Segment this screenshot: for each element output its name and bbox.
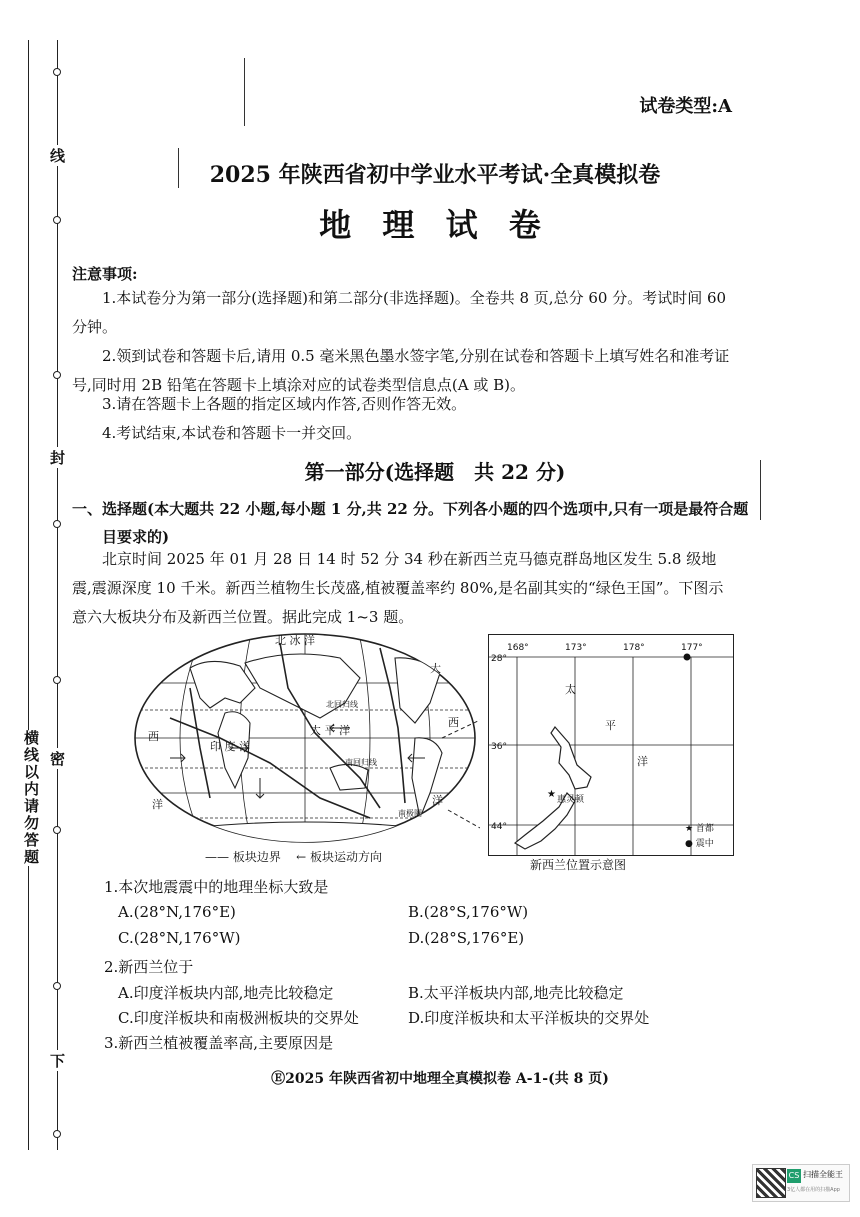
epicenter-dot-icon <box>684 654 691 661</box>
map-label-west-right: 西 <box>448 716 459 729</box>
subject-title: 地 理 试 卷 <box>319 206 551 244</box>
q1-option-d: D.(28°S,176°E) <box>408 929 525 947</box>
lon-tick-173: 173° <box>565 643 587 653</box>
nz-location-map <box>488 634 734 856</box>
map-label-antarctic-circle: 南极圈 <box>398 809 422 818</box>
exam-title: 2025 年陕西省初中学业水平考试·全真模拟卷 <box>209 162 661 188</box>
map-label-tropic-north: 北回归线 <box>326 700 358 709</box>
lat-tick-36: 36° <box>491 742 507 752</box>
q2-option-a: A.印度洋板块内部,地壳比较稳定 <box>118 984 334 1002</box>
ocean-char-ping: 平 <box>605 719 616 732</box>
binding-char-mi: 密 <box>50 750 66 768</box>
map-label-da: 大 <box>430 662 441 675</box>
binding-hole <box>53 371 61 379</box>
ocean-char-tai: 太 <box>565 683 576 696</box>
lon-tick-168: 168° <box>507 643 529 653</box>
binding-hole <box>53 68 61 76</box>
q2-option-c: C.印度洋板块和南极洲板块的交界处 <box>118 1009 359 1027</box>
scanner-app-name: 扫描全能王 <box>803 1170 843 1179</box>
q1-option-c: C.(28°N,176°W) <box>118 929 241 947</box>
map-label-west-left: 西 <box>148 730 159 743</box>
notice-item-4: 4.考试结束,本试卷和答题卡一并交回。 <box>102 424 362 442</box>
lat-tick-44: 44° <box>491 822 507 832</box>
map-label-pacific: 太 平 洋 <box>310 724 350 737</box>
passage: 北京时间 2025 年 01 月 28 日 14 时 52 分 34 秒在新西兰克马德克群岛地区发生 5.8 级地震,震源深度 10 千米。新西兰植物生长茂盛,植被覆盖率约 80%,是名副其实的“绿色王国”。下图示意六大板块分布及新西兰位置。据此完成 1~3 题。 <box>72 550 724 626</box>
legend-direction: ← 板块运动方向 <box>296 850 382 864</box>
lon-tick-177: 177° <box>681 643 703 653</box>
map-legend <box>205 848 382 865</box>
map-label-arctic: 北 冰 洋 <box>275 634 315 647</box>
binding-hole <box>53 1130 61 1138</box>
qr-code-icon <box>756 1168 786 1198</box>
question-1-stem: 1.本次地震震中的地理坐标大致是 <box>104 878 329 896</box>
binding-hole <box>53 216 61 224</box>
part-title: 第一部分(选择题 共 22 分) <box>304 460 566 484</box>
page-footer: Ⓔ2025 年陕西省初中地理全真模拟卷 A-1-(共 8 页) <box>271 1071 609 1087</box>
notice-item-1: 1.本试卷分为第一部分(选择题)和第二部分(非选择题)。全卷共 8 页,总分 60 分。考试时间 60 分钟。 <box>72 289 727 336</box>
world-plate-map <box>130 628 480 848</box>
legend-epicenter: ● 震中 <box>685 839 714 849</box>
q1-option-b: B.(28°S,176°W) <box>408 903 529 921</box>
q1-option-a: A.(28°N,176°E) <box>118 903 236 921</box>
nz-map-caption: 新西兰位置示意图 <box>530 858 627 872</box>
question-2-stem: 2.新西兰位于 <box>104 958 194 976</box>
binding-hole <box>53 676 61 684</box>
map-label-tropic-south: 南回归线 <box>345 758 377 767</box>
legend-boundary: —— 板块边界 <box>205 850 281 864</box>
scanner-app-tagline: 3亿人都在用的扫描App <box>787 1187 840 1193</box>
edge-tick <box>244 58 245 126</box>
q2-option-d: D.印度洋板块和太平洋板块的交界处 <box>408 1009 650 1027</box>
binding-char-xian: 线 <box>50 147 66 165</box>
q2-option-b: B.太平洋板块内部,地壳比较稳定 <box>408 984 624 1002</box>
legend-capital: ★ 首都 <box>685 824 714 834</box>
exam-type: 试卷类型:A <box>639 96 732 117</box>
scanner-watermark <box>752 1164 850 1202</box>
lat-tick-28: 28° <box>491 654 507 664</box>
binding-char-feng: 封 <box>50 449 66 467</box>
binding-hole <box>53 982 61 990</box>
ocean-char-yang: 洋 <box>637 755 648 768</box>
question-3-stem: 3.新西兰植被覆盖率高,主要原因是 <box>104 1034 334 1052</box>
map-label-indian: 印 度 洋 <box>210 740 250 753</box>
binding-note: 横线以内请勿答题 <box>22 730 40 866</box>
notice-item-3: 3.请在答题卡上各题的指定区域内作答,否则作答无效。 <box>102 395 467 413</box>
map-label-ocean-right: 洋 <box>432 794 443 807</box>
binding-char-xia: 下 <box>50 1052 66 1070</box>
lon-tick-178: 178° <box>623 643 645 653</box>
binding-hole <box>53 826 61 834</box>
notice-heading: 注意事项: <box>72 265 138 283</box>
capital-star-icon: ★ <box>547 789 556 800</box>
capital-label: 惠灵顿 <box>557 795 585 805</box>
notice-item-2: 2.领到试卷和答题卡后,请用 0.5 毫米黑色墨水签字笔,分别在试卷和答题卡上填写姓名和准考证号,同时用 2B 铅笔在答题卡上填涂对应的试卷类型信息点(A 或 B)。 <box>72 347 730 394</box>
section-title: 一、选择题(本大题共 22 小题,每小题 1 分,共 22 分。下列各小题的四个选项中,只有一项是最符合题目要求的) <box>72 500 749 546</box>
map-label-ocean-left: 洋 <box>152 798 163 811</box>
camscanner-logo-icon: CS <box>787 1169 801 1183</box>
binding-hole <box>53 520 61 528</box>
binding-line-outer <box>28 40 29 1150</box>
